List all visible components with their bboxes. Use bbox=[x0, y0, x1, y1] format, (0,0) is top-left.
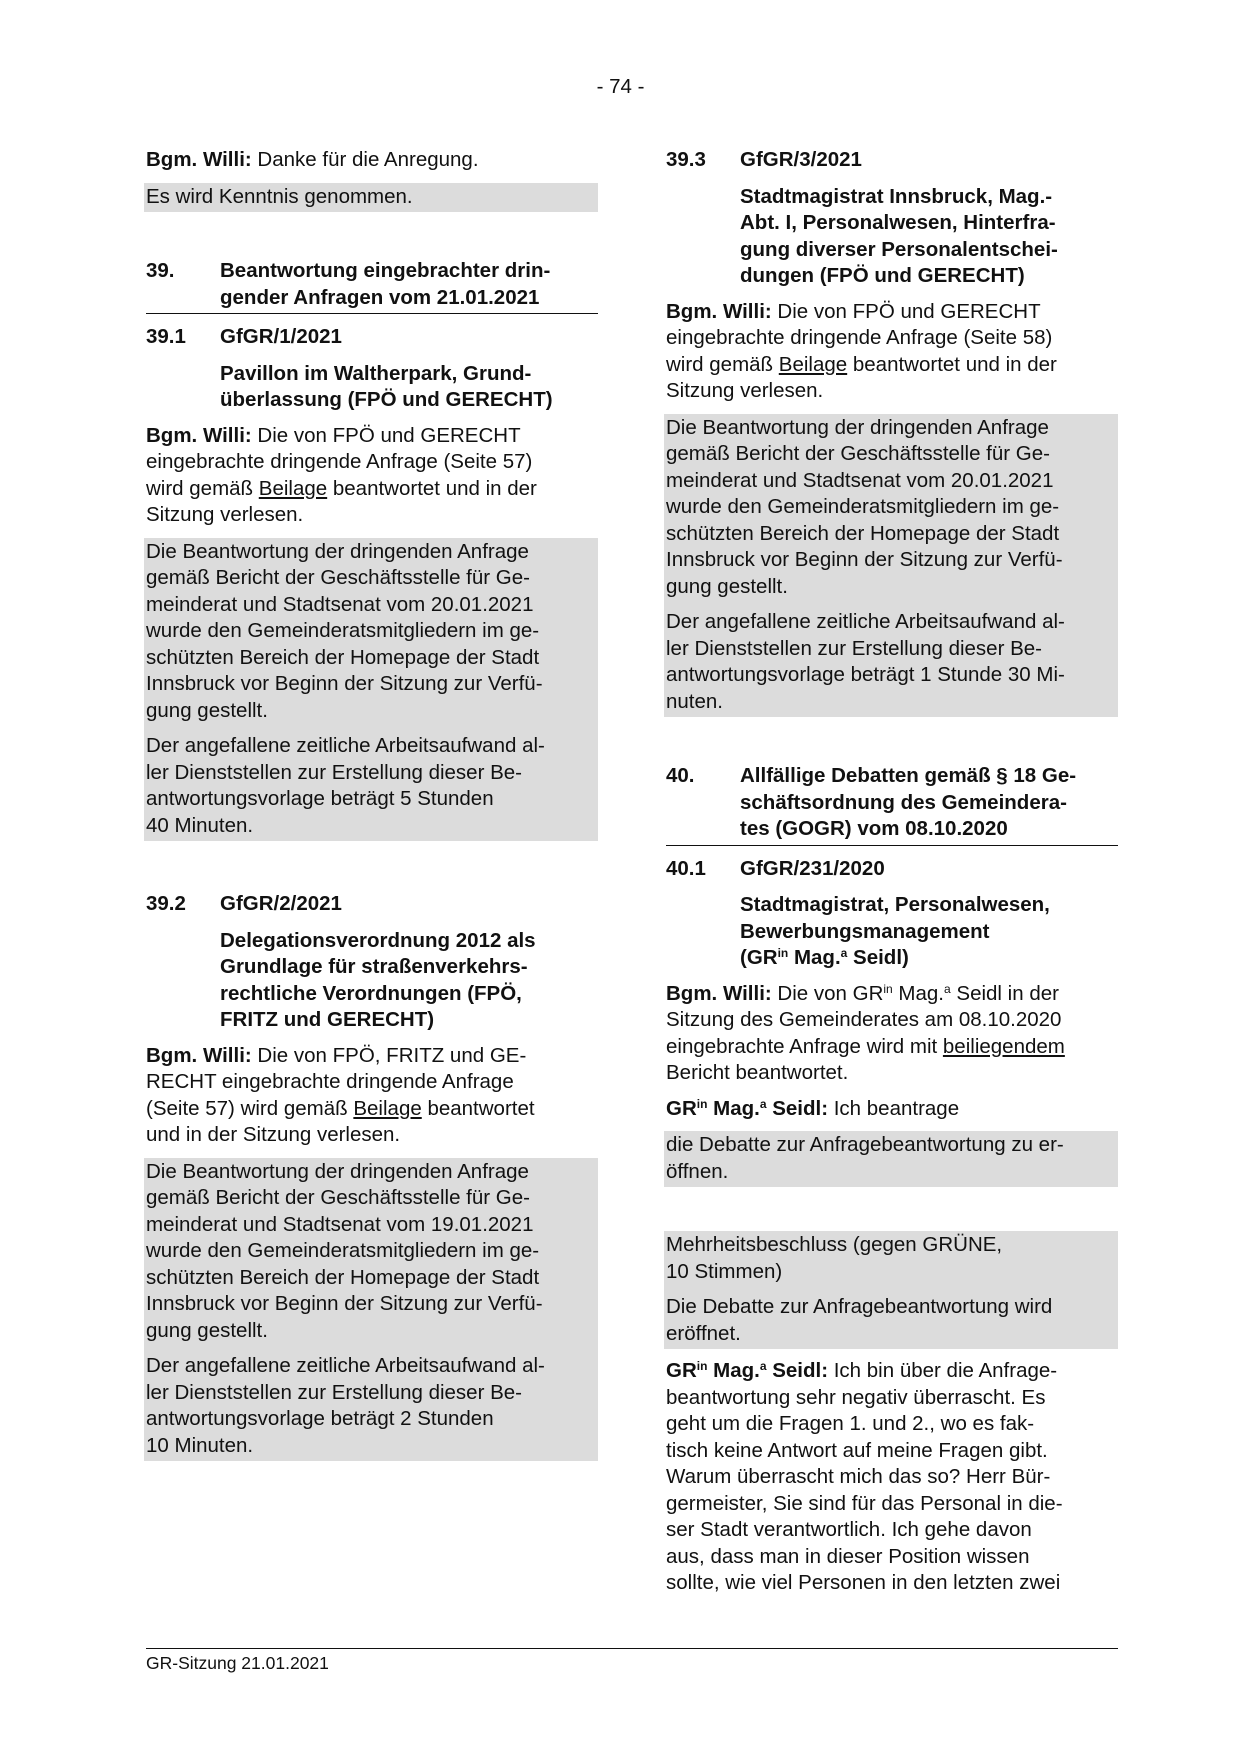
line: Innsbruck vor Beginn der Sitzung zur Verfü- bbox=[666, 548, 1063, 571]
text: Mag. bbox=[788, 946, 841, 969]
kenntnis-box: Es wird Kenntnis genommen. bbox=[144, 183, 598, 213]
text: Mag. bbox=[892, 981, 945, 1005]
line: antwortungsvorlage beträgt 1 Stunde 30 Mi- bbox=[666, 663, 1065, 686]
line: Warum überrascht mich das so? Herr Bür- bbox=[666, 1465, 1051, 1488]
line: schützten Bereich der Homepage der Stadt bbox=[666, 521, 1060, 545]
text: Die von FPÖ, FRITZ und GE- bbox=[251, 1043, 527, 1067]
text: Die von FPÖ und GERECHT bbox=[771, 299, 1041, 323]
superscript: a bbox=[759, 1359, 767, 1373]
line: Innsbruck vor Beginn der Sitzung zur Verfü- bbox=[146, 672, 543, 695]
line: antwortungsvorlage beträgt 5 Stunden bbox=[146, 787, 494, 810]
beilage-link[interactable]: Beilage bbox=[353, 1096, 422, 1120]
subsection-number: 39.2 bbox=[146, 892, 186, 915]
line: Der angefallene zeitliche Arbeitsaufwand al- bbox=[666, 610, 1065, 633]
line: meinderat und Stadtsenat vom 19.01.2021 bbox=[146, 1212, 534, 1236]
speaker: Bgm. Willi: bbox=[146, 1043, 252, 1067]
answer-paragraph bbox=[666, 981, 1118, 1087]
text: wird gemäß bbox=[146, 476, 259, 500]
superscript: in bbox=[777, 946, 789, 960]
text: Ich beantrage bbox=[828, 1096, 960, 1120]
title-line: Pavillon im Waltherpark, Grund- bbox=[220, 361, 532, 385]
title-line: schäftsordnung des Gemeindera- bbox=[740, 790, 1067, 814]
title-line: dungen (FPÖ und GERECHT) bbox=[740, 264, 1025, 287]
text: beantwortet und in der bbox=[847, 352, 1057, 376]
subsection-code: GfGR/231/2020 bbox=[740, 856, 885, 880]
section-39-heading bbox=[146, 258, 598, 314]
text: (Seite 57) wird gemäß bbox=[146, 1096, 354, 1120]
line: gung gestellt. bbox=[146, 698, 268, 722]
title-line: Stadtmagistrat, Personalwesen, bbox=[740, 893, 1050, 916]
section-title bbox=[740, 763, 1076, 843]
subsection-39-2-heading bbox=[146, 891, 598, 918]
line: schützten Bereich der Homepage der Stadt bbox=[146, 645, 540, 669]
line: gemäß Bericht der Geschäftsstelle für Ge- bbox=[666, 442, 1050, 465]
line: eröffnet. bbox=[666, 1321, 741, 1345]
line: meinderat und Stadtsenat vom 20.01.2021 bbox=[146, 592, 534, 616]
line: geht um die Fragen 1. und 2., wo es fak- bbox=[666, 1412, 1035, 1435]
title-line: Stadtmagistrat Innsbruck, Mag.- bbox=[740, 184, 1053, 208]
line: Die Debatte zur Anfragebeantwortung wird bbox=[666, 1295, 1053, 1318]
title-line: Bewerbungsmanagement bbox=[740, 919, 990, 943]
subsection-title bbox=[220, 928, 598, 1034]
line: ler Dienststellen zur Erstellung dieser Be- bbox=[146, 760, 522, 784]
line: aus, dass man in dieser Position wissen bbox=[666, 1544, 1030, 1568]
text: Ich bin über die Anfrage- bbox=[828, 1359, 1058, 1382]
text: Sitzung verlesen. bbox=[666, 379, 824, 402]
line: nuten. bbox=[666, 689, 723, 713]
section-title bbox=[220, 258, 550, 311]
page-number: - 74 - bbox=[596, 75, 645, 98]
line: sollte, wie viel Personen in den letzten zwei bbox=[666, 1571, 1061, 1594]
title-line: überlassung (FPÖ und GERECHT) bbox=[220, 388, 553, 411]
text: GR bbox=[666, 1359, 697, 1382]
intro-text: Danke für die Anregung. bbox=[251, 148, 479, 171]
section-number: 39. bbox=[146, 259, 175, 282]
line: die Debatte zur Anfragebeantwortung zu er- bbox=[666, 1133, 1064, 1156]
speaker: Bgm. Willi: bbox=[146, 148, 252, 171]
subsection-title bbox=[220, 361, 598, 414]
line: 40 Minuten. bbox=[146, 813, 254, 837]
title-line: Grundlage für straßenverkehrs- bbox=[220, 955, 528, 978]
title-line: FRITZ und GERECHT) bbox=[220, 1008, 435, 1031]
speaker: Bgm. Willi: bbox=[666, 299, 772, 323]
text: Seidl: bbox=[766, 1359, 829, 1382]
right-column bbox=[666, 147, 1118, 1597]
section-40-heading bbox=[666, 763, 1118, 846]
text: Mag. bbox=[707, 1359, 760, 1382]
answer-paragraph bbox=[146, 1043, 598, 1149]
speaker: Bgm. Willi: bbox=[146, 423, 252, 447]
text: RECHT eingebrachte dringende Anfrage bbox=[146, 1070, 514, 1093]
title-line: rechtliche Verordnungen (FPÖ, bbox=[220, 981, 522, 1005]
text: wird gemäß bbox=[666, 352, 779, 376]
text: eingebrachte dringende Anfrage (Seite 57) bbox=[146, 450, 533, 473]
line: Der angefallene zeitliche Arbeitsaufwand al- bbox=[146, 734, 545, 757]
title-line: tes (GOGR) vom 08.10.2020 bbox=[740, 817, 1008, 840]
subsection-title bbox=[740, 892, 1118, 972]
footer-divider bbox=[146, 1648, 1118, 1649]
text: Seidl in der bbox=[950, 981, 1059, 1005]
line: beantwortung sehr negativ überrascht. Es bbox=[666, 1385, 1046, 1409]
text: eingebrachte dringende Anfrage (Seite 58) bbox=[666, 326, 1053, 349]
line: Die Beantwortung der dringenden Anfrage bbox=[146, 539, 529, 563]
info-box bbox=[144, 1158, 598, 1462]
subsection-39-1-heading bbox=[146, 324, 598, 351]
subsection-code: GfGR/3/2021 bbox=[740, 148, 862, 171]
line: schützten Bereich der Homepage der Stadt bbox=[146, 1265, 540, 1289]
subsection-number: 39.3 bbox=[666, 148, 706, 171]
title-line: gender Anfragen vom 21.01.2021 bbox=[220, 285, 540, 309]
line: öffnen. bbox=[666, 1159, 729, 1183]
line: wurde den Gemeinderatsmitgliedern im ge- bbox=[146, 1239, 540, 1262]
line: gemäß Bericht der Geschäftsstelle für Ge- bbox=[146, 566, 530, 589]
line: meinderat und Stadtsenat vom 20.01.2021 bbox=[666, 468, 1054, 492]
text: Die von FPÖ und GERECHT bbox=[251, 423, 521, 447]
answer-paragraph bbox=[666, 299, 1118, 405]
text: Die von GR bbox=[771, 981, 884, 1005]
line: Innsbruck vor Beginn der Sitzung zur Verfü- bbox=[146, 1292, 543, 1315]
line: ler Dienststellen zur Erstellung dieser Be- bbox=[146, 1380, 522, 1404]
line: tisch keine Antwort auf meine Fragen gibt. bbox=[666, 1438, 1048, 1462]
superscript: a bbox=[840, 946, 848, 960]
line: gemäß Bericht der Geschäftsstelle für Ge- bbox=[146, 1186, 530, 1209]
line: gung gestellt. bbox=[666, 574, 788, 598]
intro-paragraph bbox=[146, 147, 598, 174]
speaker bbox=[666, 1359, 828, 1382]
superscript: in bbox=[696, 1096, 708, 1111]
line: Mehrheitsbeschluss (gegen GRÜNE, bbox=[666, 1233, 1003, 1256]
title-line: Abt. I, Personalwesen, Hinterfra- bbox=[740, 211, 1056, 234]
line: Die Beantwortung der dringenden Anfrage bbox=[666, 415, 1049, 439]
beiliegendem-link[interactable]: beiliegendem bbox=[942, 1034, 1065, 1058]
subsection-title bbox=[740, 184, 1118, 290]
line: Der angefallene zeitliche Arbeitsaufwand al- bbox=[146, 1354, 545, 1377]
motion-box bbox=[664, 1131, 1118, 1187]
beilage-link[interactable]: Beilage bbox=[778, 352, 848, 376]
title-line: Delegationsverordnung 2012 als bbox=[220, 928, 536, 952]
line: Die Beantwortung der dringenden Anfrage bbox=[146, 1159, 529, 1183]
text: Seidl: bbox=[766, 1096, 829, 1120]
info-box bbox=[664, 414, 1118, 718]
text: GR bbox=[666, 1096, 697, 1120]
line: wurde den Gemeinderatsmitgliedern im ge- bbox=[666, 495, 1060, 518]
resolution-box bbox=[664, 1231, 1118, 1349]
line: ler Dienststellen zur Erstellung dieser Be- bbox=[666, 636, 1042, 660]
section-number: 40. bbox=[666, 764, 695, 787]
line: germeister, Sie sind für das Personal in die- bbox=[666, 1491, 1063, 1515]
text: Sitzung verlesen. bbox=[146, 503, 304, 526]
superscript: a bbox=[944, 981, 951, 996]
subsection-number: 40.1 bbox=[666, 856, 706, 880]
text: Mag. bbox=[707, 1096, 760, 1120]
line: gung gestellt. bbox=[146, 1318, 268, 1342]
subsection-40-1-heading bbox=[666, 856, 1118, 883]
statement-paragraph bbox=[666, 1358, 1118, 1597]
subsection-code: GfGR/1/2021 bbox=[220, 325, 342, 348]
text: Bericht beantwortet. bbox=[666, 1061, 849, 1084]
beilage-link[interactable]: Beilage bbox=[258, 476, 328, 500]
line: antwortungsvorlage beträgt 2 Stunden bbox=[146, 1407, 494, 1430]
text: Sitzung des Gemeinderates am 08.10.2020 bbox=[666, 1008, 1062, 1031]
title-line bbox=[740, 945, 1118, 972]
speaker: Bgm. Willi: bbox=[666, 981, 772, 1005]
answer-paragraph bbox=[146, 423, 598, 529]
line: wurde den Gemeinderatsmitgliedern im ge- bbox=[146, 619, 540, 642]
text: beantwortet und in der bbox=[327, 476, 537, 500]
text: beantwortet bbox=[421, 1096, 535, 1120]
text: Seidl) bbox=[847, 946, 909, 969]
motion-paragraph bbox=[666, 1096, 1118, 1123]
title-line: gung diverser Personalentschei- bbox=[740, 237, 1058, 261]
text: (GR bbox=[740, 946, 778, 969]
left-column bbox=[146, 147, 598, 1461]
line: 10 Stimmen) bbox=[666, 1259, 783, 1283]
superscript: in bbox=[883, 981, 893, 996]
subsection-number: 39.1 bbox=[146, 325, 186, 348]
footer-text: GR-Sitzung 21.01.2021 bbox=[146, 1653, 329, 1673]
text: eingebrachte Anfrage wird mit bbox=[666, 1034, 943, 1058]
title-line: Allfällige Debatten gemäß § 18 Ge- bbox=[740, 764, 1077, 787]
line: ser Stadt verantwortlich. Ich gehe davon bbox=[666, 1518, 1032, 1541]
superscript: in bbox=[696, 1359, 708, 1373]
subsection-code: GfGR/2/2021 bbox=[220, 892, 342, 915]
line: 10 Minuten. bbox=[146, 1433, 254, 1457]
text: und in der Sitzung verlesen. bbox=[146, 1123, 401, 1146]
speaker bbox=[666, 1097, 828, 1120]
superscript: a bbox=[759, 1096, 767, 1111]
title-line: Beantwortung eingebrachter drin- bbox=[220, 259, 551, 282]
subsection-39-3-heading bbox=[666, 147, 1118, 174]
info-box bbox=[144, 538, 598, 842]
